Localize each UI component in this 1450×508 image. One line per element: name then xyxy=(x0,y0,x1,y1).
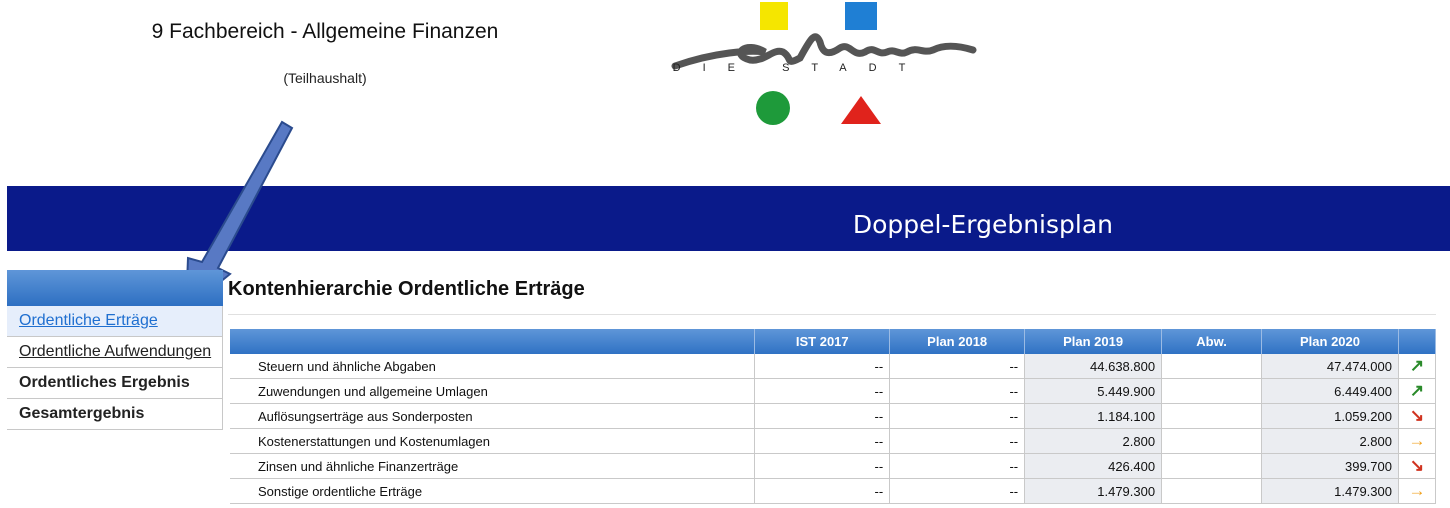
department-subtitle: (Teilhaushalt) xyxy=(283,70,367,86)
panel-title: Kontenhierarchie Ordentliche Erträge xyxy=(228,278,585,300)
sidebar-item-gesamtergebnis[interactable]: Gesamtergebnis xyxy=(7,399,223,430)
row-label: Sonstige ordentliche Erträge xyxy=(230,479,755,504)
sidebar-item-ordentliches-ergebnis[interactable]: Ordentliches Ergebnis xyxy=(7,368,223,399)
cell-plan2018: -- xyxy=(890,354,1025,379)
main-panel xyxy=(228,268,1436,508)
trend-down-icon: ↘ xyxy=(1398,404,1435,429)
cell-plan2020: 47.474.000 xyxy=(1262,354,1399,379)
cell-abw xyxy=(1162,404,1262,429)
cell-plan2020: 399.700 xyxy=(1262,454,1399,479)
row-label: Auflösungserträge aus Sonderposten xyxy=(230,404,755,429)
logo-subtext: DIE STADT xyxy=(672,62,928,74)
cell-ist2017: -- xyxy=(755,354,890,379)
cell-ist2017: -- xyxy=(755,479,890,504)
cell-abw xyxy=(1162,429,1262,454)
cell-plan2019: 44.638.800 xyxy=(1025,354,1162,379)
row-label: Kostenerstattungen und Kostenumlagen xyxy=(230,429,755,454)
sidebar-nav xyxy=(7,270,223,430)
cell-plan2019: 2.800 xyxy=(1025,429,1162,454)
sidebar-item-ordentliche-ertraege[interactable]: Ordentliche Erträge xyxy=(7,306,223,337)
cell-plan2020: 1.059.200 xyxy=(1262,404,1399,429)
col-header-plan2019: Plan 2019 xyxy=(1025,329,1162,354)
cell-plan2019: 1.479.300 xyxy=(1025,479,1162,504)
cell-abw xyxy=(1162,379,1262,404)
cell-plan2018: -- xyxy=(890,429,1025,454)
row-label: Steuern und ähnliche Abgaben xyxy=(230,354,755,379)
cell-abw xyxy=(1162,454,1262,479)
cell-plan2018: -- xyxy=(890,454,1025,479)
cell-ist2017: -- xyxy=(755,429,890,454)
cell-plan2020: 6.449.400 xyxy=(1262,379,1399,404)
table-header-row xyxy=(230,329,1436,354)
cell-ist2017: -- xyxy=(755,379,890,404)
cell-plan2020: 1.479.300 xyxy=(1262,479,1399,504)
trend-up-icon: ↗ xyxy=(1398,354,1435,379)
row-label: Zuwendungen und allgemeine Umlagen xyxy=(230,379,755,404)
trend-flat-icon: → xyxy=(1398,479,1435,504)
cell-plan2018: -- xyxy=(890,479,1025,504)
col-header-trend xyxy=(1398,329,1435,354)
trend-down-icon: ↘ xyxy=(1398,454,1435,479)
table-row[interactable] xyxy=(230,379,1436,404)
table-row[interactable] xyxy=(230,354,1436,379)
divider xyxy=(228,314,1436,315)
table-row[interactable] xyxy=(230,479,1436,504)
cell-plan2019: 426.400 xyxy=(1025,454,1162,479)
col-header-abw: Abw. xyxy=(1162,329,1262,354)
col-header-plan2018: Plan 2018 xyxy=(890,329,1025,354)
table-row[interactable] xyxy=(230,429,1436,454)
cell-ist2017: -- xyxy=(755,454,890,479)
table-row[interactable] xyxy=(230,454,1436,479)
cell-plan2019: 5.449.900 xyxy=(1025,379,1162,404)
sidebar-header xyxy=(7,270,223,306)
row-label: Zinsen und ähnliche Finanzerträge xyxy=(230,454,755,479)
department-title: 9 Fachbereich - Allgemeine Finanzen xyxy=(151,20,499,43)
banner-title: Doppel-Ergebnisplan xyxy=(852,210,1113,239)
revenue-table xyxy=(230,329,1436,504)
col-header-plan2020: Plan 2020 xyxy=(1262,329,1399,354)
cell-ist2017: -- xyxy=(755,404,890,429)
cell-plan2018: -- xyxy=(890,379,1025,404)
cell-plan2018: -- xyxy=(890,404,1025,429)
cell-abw xyxy=(1162,354,1262,379)
trend-up-icon: ↗ xyxy=(1398,379,1435,404)
sidebar-item-ordentliche-aufwendungen[interactable]: Ordentliche Aufwendungen xyxy=(7,337,223,368)
city-logo xyxy=(655,0,985,135)
cell-plan2020: 2.800 xyxy=(1262,429,1399,454)
table-row[interactable] xyxy=(230,404,1436,429)
col-header-label xyxy=(230,329,755,354)
trend-flat-icon: → xyxy=(1398,429,1435,454)
cell-plan2019: 1.184.100 xyxy=(1025,404,1162,429)
col-header-ist2017: IST 2017 xyxy=(755,329,890,354)
cell-abw xyxy=(1162,479,1262,504)
